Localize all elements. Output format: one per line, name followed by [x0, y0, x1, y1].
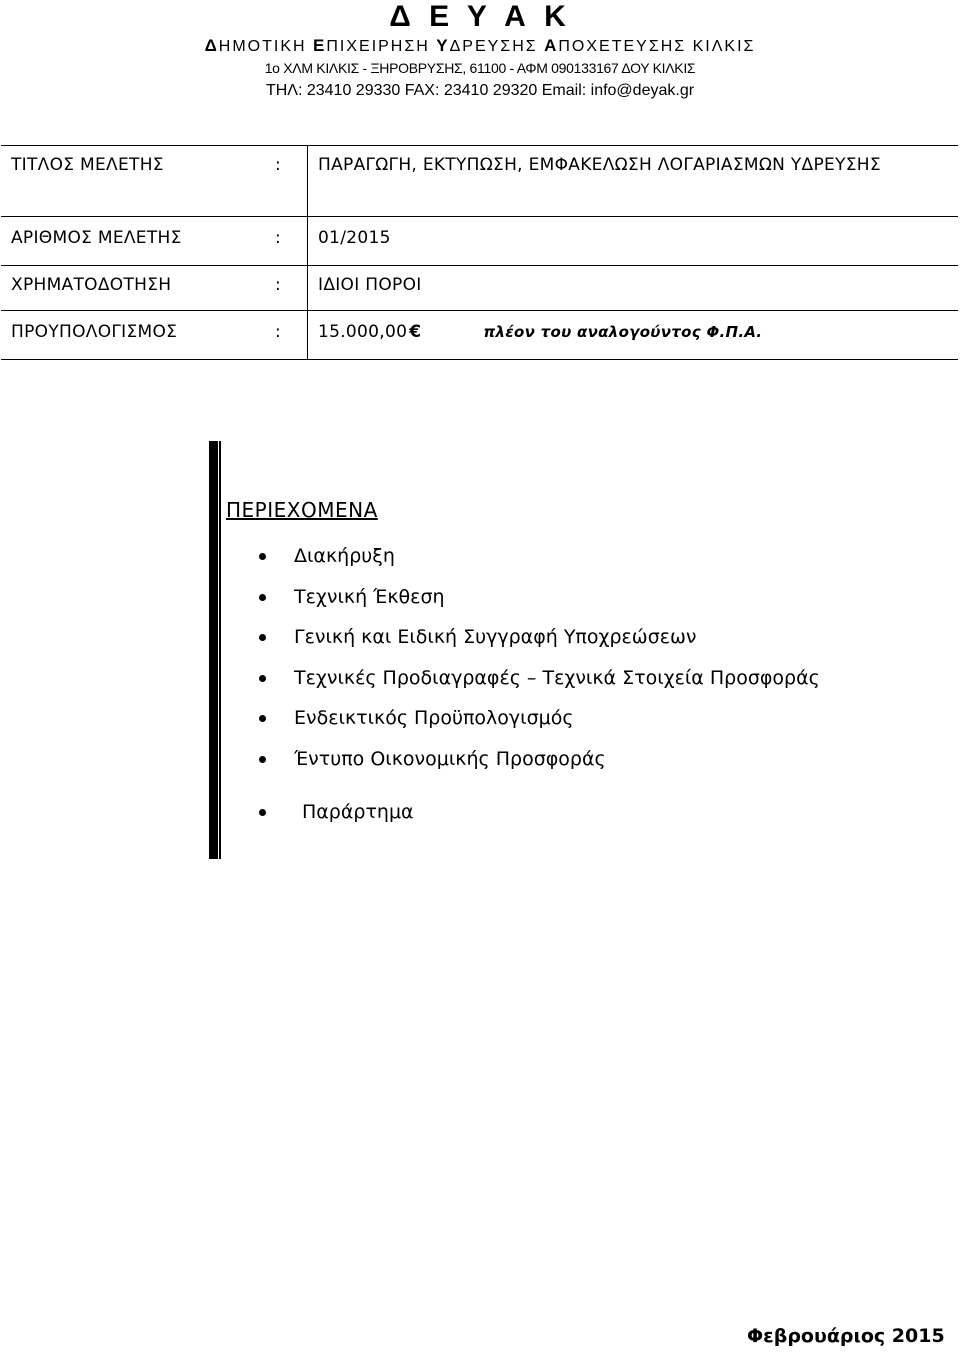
organization-contact: ΤΗΛ: 23410 29330 FAX: 23410 29320 Email: info@deyak.gr: [265, 82, 695, 99]
funding-row: [1, 266, 958, 311]
contents-title: ΠΕΡΙΕΧΟΜΕΝΑ: [226, 498, 378, 522]
subtitle-rest-3: ΔΡΕΥΣΗΣ: [449, 38, 545, 55]
budget-amount: 15.000,00: [318, 322, 408, 342]
budget-separator: :: [275, 322, 282, 342]
list-item: [259, 739, 899, 780]
bullet-icon: [259, 594, 266, 601]
bullet-icon: [259, 634, 266, 641]
budget-value-cell: [308, 311, 959, 360]
budget-row: [1, 311, 958, 360]
list-item-label: Παράρτημα: [302, 801, 414, 823]
budget-vat-note: πλέον του αναλογούντος Φ.Π.Α.: [483, 323, 763, 341]
subtitle-initial-3: Υ: [436, 36, 450, 55]
study-number-row: [1, 217, 958, 266]
list-item: [259, 698, 899, 739]
study-title-separator: :: [275, 155, 282, 175]
bullet-icon: [259, 675, 266, 682]
bullet-icon: [259, 809, 266, 816]
organization-acronym: Δ Ε Υ Α Κ: [389, 0, 571, 33]
study-info-table: [1, 145, 958, 360]
subtitle-initial-1: Δ: [204, 36, 219, 55]
bullet-icon: [259, 756, 266, 763]
subtitle-initial-2: Ε: [313, 36, 327, 55]
subtitle-initial-4: Α: [544, 36, 559, 55]
list-item-label: Τεχνική Έκθεση: [294, 585, 445, 608]
list-item: [259, 536, 899, 577]
organization-full-name: [0, 36, 960, 56]
subtitle-rest-1: ΗΜΟΤΙΚΗ: [218, 38, 313, 55]
list-item-label: Τεχνικές Προδιαγραφές – Τεχνικά Στοιχεία Προσφοράς: [294, 666, 820, 689]
list-item-label: Ενδεικτικός Προϋπολογισμός: [294, 707, 574, 729]
study-title-value: ΠΑΡΑΓΩΓΗ, ΕΚΤΥΠΩΣΗ, ΕΜΦΑΚΕΛΩΣΗ ΛΟΓΑΡΙΑΣΜΩΝ ΥΔΡΕΥΣΗΣ: [308, 146, 959, 217]
study-title-label: ΤΙΤΛΟΣ ΜΕΛΕΤΗΣ: [11, 155, 164, 175]
contents-list: [259, 536, 899, 833]
organization-address: 1ο ΧΛΜ ΚΙΛΚΙΣ - ΞΗΡΟΒΡΥΣΗΣ, 61100 - ΑΦΜ 090133167 ΔΟΥ ΚΙΛΚΙΣ: [264, 60, 696, 76]
table-of-contents: [226, 498, 820, 823]
funding-label: ΧΡΗΜΑΤΟΔΟΤΗΣΗ: [11, 275, 172, 295]
list-item-label: Γενική και Ειδική Συγγραφή Υποχρεώσεων: [294, 626, 697, 648]
list-item-label: Έντυπο Οικονομικής Προσφοράς: [294, 747, 606, 770]
list-item: [259, 617, 899, 658]
list-item: [259, 577, 899, 618]
study-title-row: [1, 146, 958, 217]
list-item: [259, 658, 899, 699]
bullet-icon: [259, 715, 266, 722]
budget-label: ΠΡΟΥΠΟΛΟΓΙΣΜΟΣ: [11, 322, 178, 342]
subtitle-rest-4: ΠΟΧΕΤΕΥΣΗΣ ΚΙΛΚΙΣ: [558, 38, 756, 55]
study-number-value: 01/2015: [308, 217, 959, 266]
decorative-vertical-bar: [209, 441, 218, 859]
list-item: [259, 792, 899, 833]
bullet-icon: [259, 553, 266, 560]
decorative-vertical-line: [219, 441, 221, 859]
funding-value: ΙΔΙΟΙ ΠΟΡΟΙ: [308, 266, 959, 311]
euro-symbol: €: [409, 322, 422, 342]
subtitle-rest-2: ΠΙΧΕΙΡΗΣΗ: [326, 38, 437, 55]
document-date: Φεβρουάριος 2015: [747, 1325, 945, 1347]
funding-separator: :: [275, 275, 282, 295]
study-number-separator: :: [275, 228, 282, 248]
list-item-label: Διακήρυξη: [294, 545, 395, 567]
study-number-label: ΑΡΙΘΜΟΣ ΜΕΛΕΤΗΣ: [11, 228, 182, 248]
